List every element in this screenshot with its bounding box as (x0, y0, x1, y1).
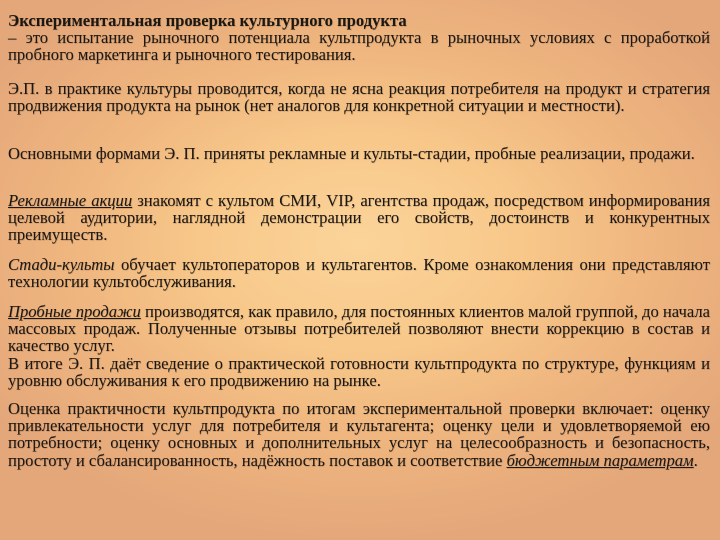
ads-term: Рекламные акции (8, 191, 133, 210)
paragraph-stages (8, 256, 710, 290)
stages-term: Стади-культы (8, 255, 115, 274)
intro-text: – это испытание рыночного потенциала культпродукта в рыночных условиях с проработкой пробного маркетинга и рыночного тестирования. (8, 28, 710, 65)
evaluation-end: . (693, 450, 698, 470)
stages-text: обучает культоператоров и культагентов. Кроме ознакомления они представляют технологии культобслуживания. (8, 255, 710, 292)
conditions-text: Э.П. в практике культуры проводится, когда не ясна реакция потребителя на продукт и стратегия продвижения продукта на рынок (нет аналогов для конкретной ситуации и местности). (8, 79, 710, 116)
slide-title: Экспериментальная проверка культурного продукта (8, 11, 407, 30)
trial-sales-text: производятся, как правило, для постоянных клиентов малой группой, до начала массовых продаж. Полученные отзывы потребителей позволяют внести коррекцию в состав и качество услуг. (8, 302, 710, 356)
paragraph-forms (8, 145, 710, 162)
trial-sales-term: Пробные продажи (8, 302, 141, 321)
block-definition (8, 12, 710, 64)
result-text: В итоге Э. П. даёт сведение о практической готовности культпродукта по структуре, функциям и уровню обслуживания к его продвижению на рынке. (8, 353, 710, 390)
budget-link[interactable]: бюджетным параметрам (506, 450, 694, 470)
paragraph-trial-sales (8, 303, 710, 389)
evaluation-text: Оценка практичности культпродукта по итогам экспериментальной проверки включает: оценку привлекательности услуг для потребителя и культагента; оценку цели и удовлетворяемой ею потребности; оценку основных и дополнительных услуг на целесообразность и безопасность, простоту и сбалансированность, надёжность поставок и соответствие (8, 399, 710, 470)
paragraph-ads (8, 192, 710, 244)
forms-text: Основными формами Э. П. приняты рекламные и культы-стадии, пробные реализации, продажи. (8, 144, 695, 163)
ads-text: знакомят с культом СМИ, VIP, агентства продаж, посредством информирования целевой аудитории, наглядной демонстрации его свойств, достоинств и конкурентных преимуществ. (8, 191, 710, 245)
paragraph-conditions (8, 80, 710, 114)
paragraph-evaluation (8, 400, 710, 469)
